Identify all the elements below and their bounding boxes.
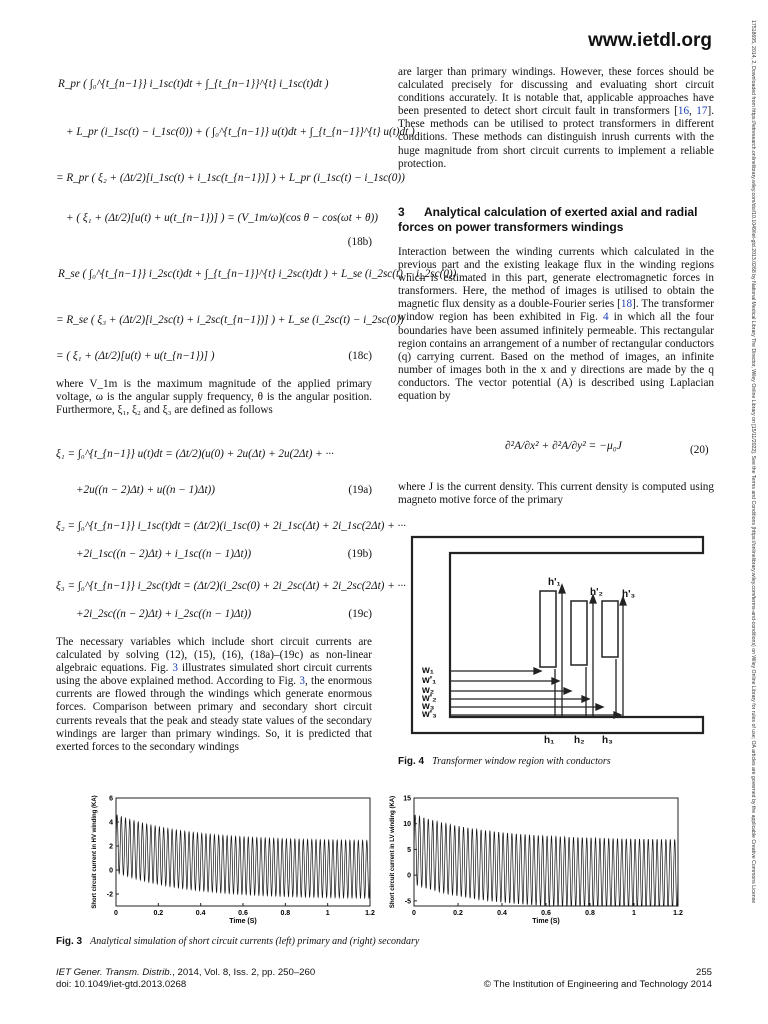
label-hp2: h'₂ (590, 587, 603, 598)
x-tick-label: 0.4 (497, 910, 507, 917)
results-text-a: The necessary variables which include short circuit currents are calculated by solving (12), (15), (16), (18a)–(19c) as non-linear algebraic equations. Fig. (56, 636, 372, 675)
download-notice (750, 20, 764, 1010)
fig3-caption-text: Analytical simulation of short circuit currents (left) primary and (right) secondary (90, 936, 420, 947)
section-number: 3 (398, 205, 405, 219)
y-tick-label: -2 (106, 891, 113, 899)
eq18c-line2: = R_se ( ξ₃ + (Δt/2)[i_2sc(t) + i_2sc(t_{n−1})] ) + L_se (i_2sc(t) − i_2sc(0)) (56, 314, 404, 326)
fig3-caption (56, 936, 419, 947)
x-tick-label: 1.2 (365, 910, 375, 917)
x-tick-label: 1 (632, 910, 636, 917)
winding-1 (540, 591, 556, 667)
label-wp3: w'₃ (422, 709, 437, 720)
eq19a-number: (19a) (348, 484, 372, 496)
eq19c-number: (19c) (348, 608, 372, 620)
eq19b-number: (19b) (347, 548, 372, 560)
y-tick-label: 5 (407, 846, 411, 854)
site-url[interactable]: www.ietdl.org (588, 30, 712, 51)
y-tick-label: 0 (109, 867, 113, 875)
results-text-b: illustrates simulated short circuit currents using the above explained method. According to Fig. (56, 662, 372, 688)
x-tick-label: 0.2 (453, 910, 463, 917)
section-heading (398, 205, 714, 235)
continuation-paragraph (398, 66, 714, 171)
footer-copyright: © The Institution of Engineering and Technology 2014 (483, 979, 712, 990)
label-h3: h₃ (602, 735, 613, 746)
eq18b-number: (18b) (347, 236, 372, 248)
section3-text-c: in which all the four boundaries have been assumed infinitely permeable. This rectangular region contains an arrangement of a number of rectangular conductors (q) carrying current. Based on the method of images, an infinite number of images both in the x and y directions are made by the q conductors. The vector potential (A) is described using Laplacian equation by (398, 311, 715, 403)
continuation-text-b: ]. These methods can be utilised to protect transformers in different conditions. These methods can distinguish inrush currents with the huge magnitude from short circuit currents to implement a reliable protection. (398, 105, 715, 170)
fig4-ref[interactable]: 4 (602, 311, 609, 324)
eq18c-line3: = ( ξ₁ + (Δt/2)[u(t) + u(t_{n−1})] ) (56, 350, 215, 362)
label-w1: w₁ (422, 665, 434, 676)
fig3-left-plot (86, 792, 376, 930)
eq19c-line1: ξ₃ = ∫₀^{t_{n−1}} i_2sc(t)dt = (Δt/2)(i_2sc(0) + 2i_2sc(Δt) + 2i_2sc(2Δt) + ··· (56, 580, 406, 592)
x-tick-label: 0 (114, 910, 118, 917)
x-tick-label: 0.6 (238, 910, 248, 917)
eq18b-line2: + L_pr (i_1sc(t) − i_1sc(0)) + ( ∫₀^{t_{n−1}} u(t)dt + ∫_{t_{n−1}}^{t} u(t)dt ) (66, 126, 415, 138)
page-number: 255 (695, 967, 712, 978)
winding-2 (571, 601, 587, 665)
fig3-right-plot (384, 792, 684, 930)
current-density-paragraph: where J is the current density. This current density is computed using magneto motive force of the primary (398, 481, 714, 507)
fig3-left-panel (86, 792, 376, 930)
x-tick-label: 1.2 (673, 910, 683, 917)
x-tick-label: 0.6 (541, 910, 551, 917)
x-tick-label: 0.2 (153, 910, 164, 917)
footer-journal: IET Gener. Transm. Distrib. (56, 967, 173, 978)
label-wp2: w'₂ (422, 693, 437, 704)
windings (540, 591, 618, 667)
eq18b-line3: = R_pr ( ξ₂ + (Δt/2)[i_1sc(t) + i_1sc(t_{n−1})] ) + L_pr (i_1sc(t) − i_1sc(0)) (56, 172, 405, 184)
ref-16[interactable]: 16 (677, 105, 690, 118)
x-tick-label: 0.4 (195, 910, 206, 917)
footer-left (56, 967, 315, 991)
label-h2: h₂ (574, 735, 585, 746)
section3-paragraph (398, 246, 714, 403)
fig3-label: Fig. 3 (56, 936, 83, 947)
section3-text-b: ]. The transformer window region has been exhibited in Fig. (398, 298, 715, 324)
core-outline (412, 537, 703, 733)
label-hp3: h'₃ (622, 589, 636, 600)
section3-text-a: Interaction between the winding currents which calculated in the previous part and the existing leakage flux in the winding regions which is estimated in this part, generate electromagnetic forces in transformers. Here, the method of images is utilised to obtain the magnetic flux density as a double-Fourier series [ (398, 246, 714, 311)
y-axis-label: Short circuit current in LV winding (KA) (390, 795, 396, 909)
fig4-label: Fig. 4 (398, 756, 425, 767)
equation-18c (56, 262, 457, 372)
label-w2: w₂ (422, 685, 435, 696)
x-axis-label: Time (S) (532, 918, 560, 925)
y-tick-label: 6 (109, 795, 113, 803)
eq19b-line1: ξ₂ = ∫₀^{t_{n−1}} i_1sc(t)dt = (Δt/2)(i_1sc(0) + 2i_1sc(Δt) + 2i_1sc(2Δt) + ··· (56, 520, 406, 532)
label-wp1: w'₁ (422, 675, 437, 686)
label-h1: h₁ (544, 735, 555, 746)
y-tick-label: 15 (403, 795, 411, 803)
ref-18[interactable]: 18 (620, 298, 633, 311)
label-w3: w₃ (422, 701, 435, 712)
x-tick-label: 1 (325, 910, 330, 917)
download-notice-text: 17518695, 2014, 2, Downloaded from https://ietresearch.onlinelibrary.wiley.com/doi/10.1049/iet-gtd.2013.0268 by National Medical Library The Director, Wiley Online Library on [15/11/2022]. See the Terms and Conditions (https://onlinelibrary.wiley.com/terms-and-conditions) on Wiley Online Library for rules of use; OA articles are governed by the applicable Creative Commons License (750, 20, 756, 904)
x-tick-label: 0 (412, 910, 416, 917)
x-tick-label: 0.8 (280, 910, 291, 917)
continuation-text-a: are larger than primary windings. However, these forces should be calculated precisely for discussing and evaluating short circuit conditions accurately. It is notable that, applicable approaches have been presented to detect short circuit fault in transformers [ (398, 66, 714, 118)
fig3-right-panel (384, 792, 684, 930)
eq20-number: (20) (690, 444, 709, 456)
equations-19 (56, 440, 406, 630)
ref-separator: , (689, 105, 697, 118)
x-tick-label: 0.8 (585, 910, 595, 917)
y-tick-label: 10 (403, 821, 411, 829)
fig3-ref-a[interactable]: 3 (172, 662, 178, 675)
fig4-caption-text: Transformer window region with conductors (432, 756, 611, 767)
y-tick-label: -5 (404, 898, 411, 906)
results-text-c: , the enormous currents are flowed through the windings which generate enormous forces. Comparison between primary and secondary short circuit currents reveals that the peak and steady state values of the secondary windings are larger than primary windings. So, it is predicted that exerted forces to the secondary windings (56, 675, 372, 753)
fig4-caption (398, 756, 611, 767)
ref-17[interactable]: 17 (696, 105, 708, 118)
eq18c-number: (18c) (348, 350, 372, 362)
eq18c-line1: R_se ( ∫₀^{t_{n−1}} i_2sc(t)dt + ∫_{t_{n−1}}^{t} i_2sc(t)dt ) + L_se (i_2sc(t) − i_2sc(0)) (58, 268, 457, 280)
x-axis-label: Time (S) (229, 918, 257, 925)
footer-right (484, 967, 712, 991)
dimension-arrows (450, 585, 626, 718)
where-paragraph: where V_1m is the maximum magnitude of the applied primary voltage, ω is the angular supply frequency, θ is the angular position. Furthermore, ξ₁, ξ₂ and ξ₃ are defined as follows (56, 378, 372, 417)
eq19a-line1: ξ₁ = ∫₀^{t_{n−1}} u(t)dt = (Δt/2)(u(0) + 2u(Δt) + 2u(2Δt) + ··· (56, 448, 334, 460)
y-tick-label: 0 (407, 872, 411, 880)
y-tick-label: 2 (109, 843, 113, 851)
fig4-diagram (410, 535, 710, 747)
footer-details: , 2014, Vol. 8, Iss. 2, pp. 250–260 (172, 967, 316, 978)
results-paragraph (56, 636, 372, 754)
y-tick-label: 4 (109, 819, 113, 827)
equation-18b (56, 78, 415, 258)
section-title: Analytical calculation of exerted axial and radial forces on power transformers windings (398, 205, 698, 234)
footer-doi[interactable]: doi: 10.1049/iet-gtd.2013.0268 (56, 979, 187, 990)
eq18b-line1: R_pr ( ∫₀^{t_{n−1}} i_1sc(t)dt + ∫_{t_{n−1}}^{t} i_1sc(t)dt ) (58, 78, 329, 90)
y-axis-label: Short circuit current in HV winding (KA) (92, 795, 98, 909)
fig3-ref-b[interactable]: 3 (299, 675, 305, 688)
winding-3 (602, 601, 618, 657)
eq19a-line2: +2u((n − 2)Δt) + u((n − 1)Δt)) (76, 484, 216, 496)
eq19b-line2: +2i_1sc((n − 2)Δt) + i_1sc((n − 1)Δt)) (76, 548, 252, 560)
label-hp1: h'₁ (548, 577, 561, 588)
eq18b-line4: + ( ξ₁ + (Δt/2)[u(t) + u(t_{n−1})] ) = (V_1m/ω)(cos θ − cos(ωt + θ)) (66, 212, 378, 224)
eq19c-line2: +2i_2sc((n − 2)Δt) + i_2sc((n − 1)Δt)) (76, 608, 252, 620)
equation-20: ∂²A/∂x² + ∂²A/∂y² = −μ₀J (505, 440, 622, 452)
